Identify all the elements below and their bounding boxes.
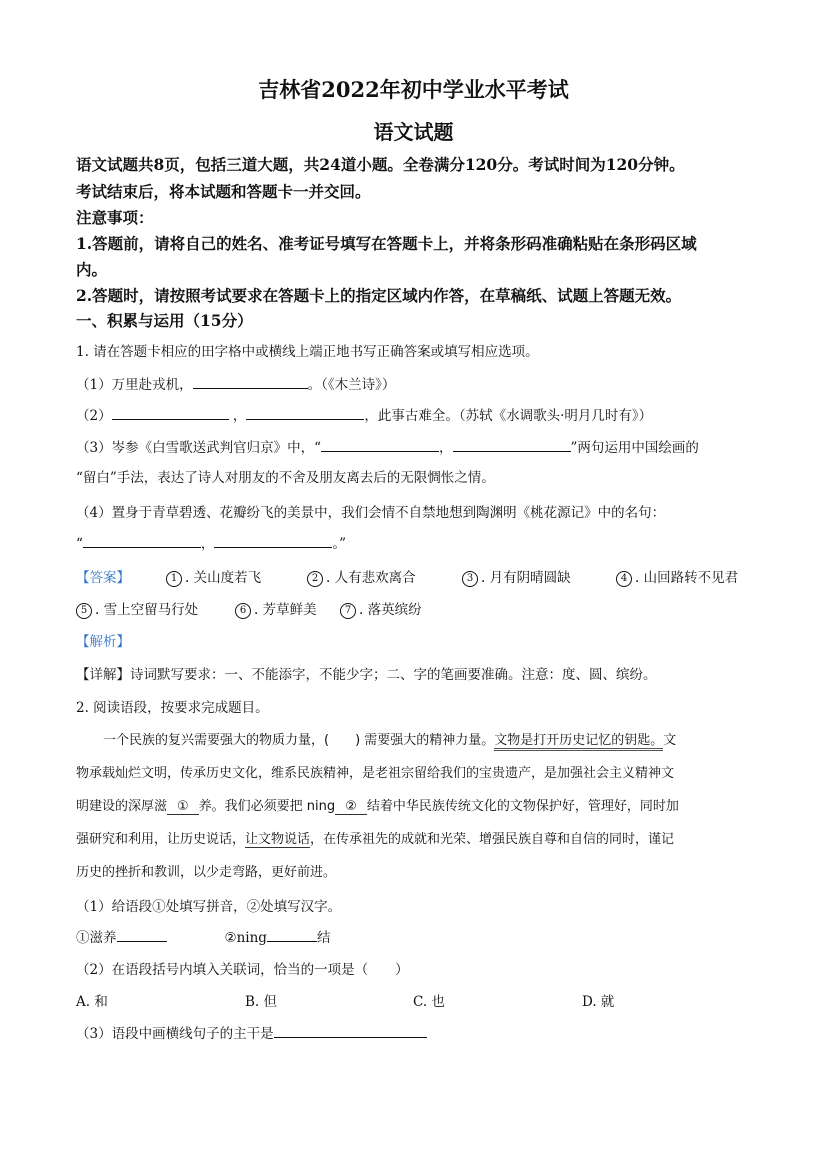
q1-part-4-open: “ <box>76 536 83 552</box>
answer-blank[interactable] <box>246 407 364 420</box>
answer-label: 【答案】 <box>76 570 130 586</box>
answer-item <box>616 566 738 587</box>
passage-text: ，在传承祖先的成就和光荣、增强民族自尊和自信的同时，谨记 <box>310 832 675 847</box>
instruction-line-1: 语文试题共8页，包括三道大题，共24道小题。全卷满分120分。考试时间为120分钟。 <box>76 155 685 174</box>
analysis-label: 【解析】 <box>76 634 130 650</box>
blank-marker-2: ② <box>335 799 367 815</box>
q2-sub-3 <box>76 1022 427 1042</box>
answer-blank[interactable] <box>274 1025 427 1038</box>
q1-part-4-close: 。” <box>332 536 347 552</box>
answer-blank[interactable] <box>112 407 229 420</box>
circled-number: 3 <box>462 571 478 587</box>
q1-part-3-line-2: “留白”手法，表达了诗人对朋友的不舍及朋友离去后的无限惆怅之情。 <box>76 470 495 486</box>
passage-text: 强研究和利用，让历史说话， <box>76 832 246 847</box>
q1-part-1 <box>76 373 395 393</box>
q2-sub-1: （1）给语段①处填写拼音，②处填写汉字。 <box>76 899 342 915</box>
circled-number: 2 <box>307 571 323 587</box>
answer-item <box>307 566 416 587</box>
blank-label-1: ①滋养 <box>76 930 117 946</box>
option-b[interactable]: B. 但 <box>245 994 278 1010</box>
q1-part-2-post: ，此事古难全。（苏轼《水调歌头·明月几时有》） <box>364 408 653 424</box>
passage-line-2: 物承载灿烂文明，传承历史文化，维系民族精神，是老祖宗留给我们的宝贵遗产，是加强社会主义精神文 <box>76 766 675 781</box>
answer-text: . 落英缤纷 <box>359 602 422 618</box>
q1-part-1-pre: （1）万里赴戎机， <box>76 377 193 393</box>
answer-blank[interactable] <box>453 439 571 452</box>
answer-blank[interactable] <box>321 439 439 452</box>
answer-item <box>340 598 422 619</box>
instruction-line-2: 考试结束后，将本试题和答题卡一并交回。 <box>76 182 371 201</box>
answer-text: . 雪上空留马行处 <box>95 602 199 618</box>
answer-text: . 芳草鲜美 <box>254 602 317 618</box>
option-a[interactable]: A. 和 <box>76 994 108 1010</box>
passage-text: 一个民族的复兴需要强大的物质力量，( ) 需要强大的精神力量。 <box>103 733 495 748</box>
answer-item <box>462 566 571 587</box>
section-1-title: 一、积累与运用（15分） <box>76 311 253 330</box>
circled-number: 4 <box>616 571 632 587</box>
option-c[interactable]: C. 也 <box>413 994 445 1010</box>
notes-title: 注意事项： <box>76 208 154 227</box>
q1-part-3 <box>76 436 699 456</box>
passage-text: 明建设的深厚滋 <box>76 799 168 814</box>
q1-part-3-sep: ， <box>439 440 453 456</box>
q2-sub-2: （2）在语段括号内填入关联词，恰当的一项是（ ） <box>76 962 409 978</box>
passage-line-1 <box>103 729 775 748</box>
answer-item <box>76 598 198 619</box>
q1-part-2-sep: ， <box>232 408 247 424</box>
option-d[interactable]: D. 就 <box>582 994 615 1010</box>
passage-line-3 <box>76 795 748 814</box>
answer-text: . 关山度若飞 <box>185 570 262 586</box>
q1-part-2 <box>76 404 652 424</box>
q2-sub-1-answers <box>76 926 330 946</box>
passage-line-5: 历史的挫折和教训，以少走弯路，更好前进。 <box>76 865 337 880</box>
note-1-line-b: 内。 <box>76 260 108 279</box>
circled-number: 5 <box>76 603 92 619</box>
blank-label-2-post: 结 <box>316 930 331 946</box>
exam-subtitle: 语文试题 <box>373 120 454 144</box>
underlined-sentence: 文物是打开历史记忆的钥匙。 <box>494 733 663 751</box>
answer-item <box>166 566 261 587</box>
q1-part-1-post: 。（《木兰诗》） <box>307 377 396 393</box>
q2-stem: 2. 阅读语段，按要求完成题目。 <box>76 700 269 716</box>
answer-blank[interactable] <box>83 535 201 548</box>
blank-label-2: ②ning <box>224 930 267 946</box>
q1-part-4-line-2 <box>76 532 346 552</box>
answer-blank[interactable] <box>214 535 332 548</box>
circled-number: 7 <box>340 603 356 619</box>
blank-marker-1: ① <box>167 799 199 815</box>
exam-title: 吉林省2022年初中学业水平考试 <box>258 77 569 102</box>
q1-part-4-line-1: （4）置身于青草碧透、花瓣纷飞的美景中，我们会情不自禁地想到陶渊明《桃花源记》中的名句： <box>76 505 666 521</box>
passage-line-4 <box>76 828 748 847</box>
q2-sub-3-text: （3）语段中画横线句子的主干是 <box>76 1026 274 1042</box>
q1-part-2-pre: （2） <box>76 408 112 424</box>
q1-part-4-sep: ， <box>200 536 215 552</box>
circled-number: 1 <box>166 571 182 587</box>
q1-stem: 1. 请在答题卡相应的田字格中或横线上端正地书写正确答案或填写相应选项。 <box>76 344 539 360</box>
answer-text: . 人有悲欢离合 <box>326 570 416 586</box>
q1-part-3-post: ”两句运用中国绘画的 <box>570 440 699 456</box>
answer-text: . 月有阴晴圆缺 <box>481 570 571 586</box>
answer-blank[interactable] <box>117 929 167 942</box>
note-1-line-a: 1.答题前，请将自己的姓名、准考证号填写在答题卡上，并将条形码准确粘贴在条形码区域 <box>76 234 697 253</box>
answer-blank[interactable] <box>267 929 317 942</box>
passage-text: 结着中华民族传统文化的文物保护好，管理好，同时加 <box>366 799 679 814</box>
answer-text: . 山回路转不见君 <box>635 570 739 586</box>
passage-text: 养。我们必须要把 ning <box>198 799 336 814</box>
answer-item <box>235 598 317 619</box>
passage-text: 文 <box>663 733 677 748</box>
q1-part-3-pre: （3）岑参《白雪歌送武判官归京》中，“ <box>76 440 321 456</box>
answer-blank[interactable] <box>193 376 308 389</box>
circled-number: 6 <box>235 603 251 619</box>
detail-explanation: 【详解】诗词默写要求：一、不能添字，不能少字；二、字的笔画要准确。注意：度、圆、缤纷。 <box>76 667 657 683</box>
note-2: 2.答题时，请按照考试要求在答题卡上的指定区域内作答，在草稿纸、试题上答题无效。 <box>76 286 682 305</box>
underlined-phrase: 让文物说话 <box>245 832 311 847</box>
